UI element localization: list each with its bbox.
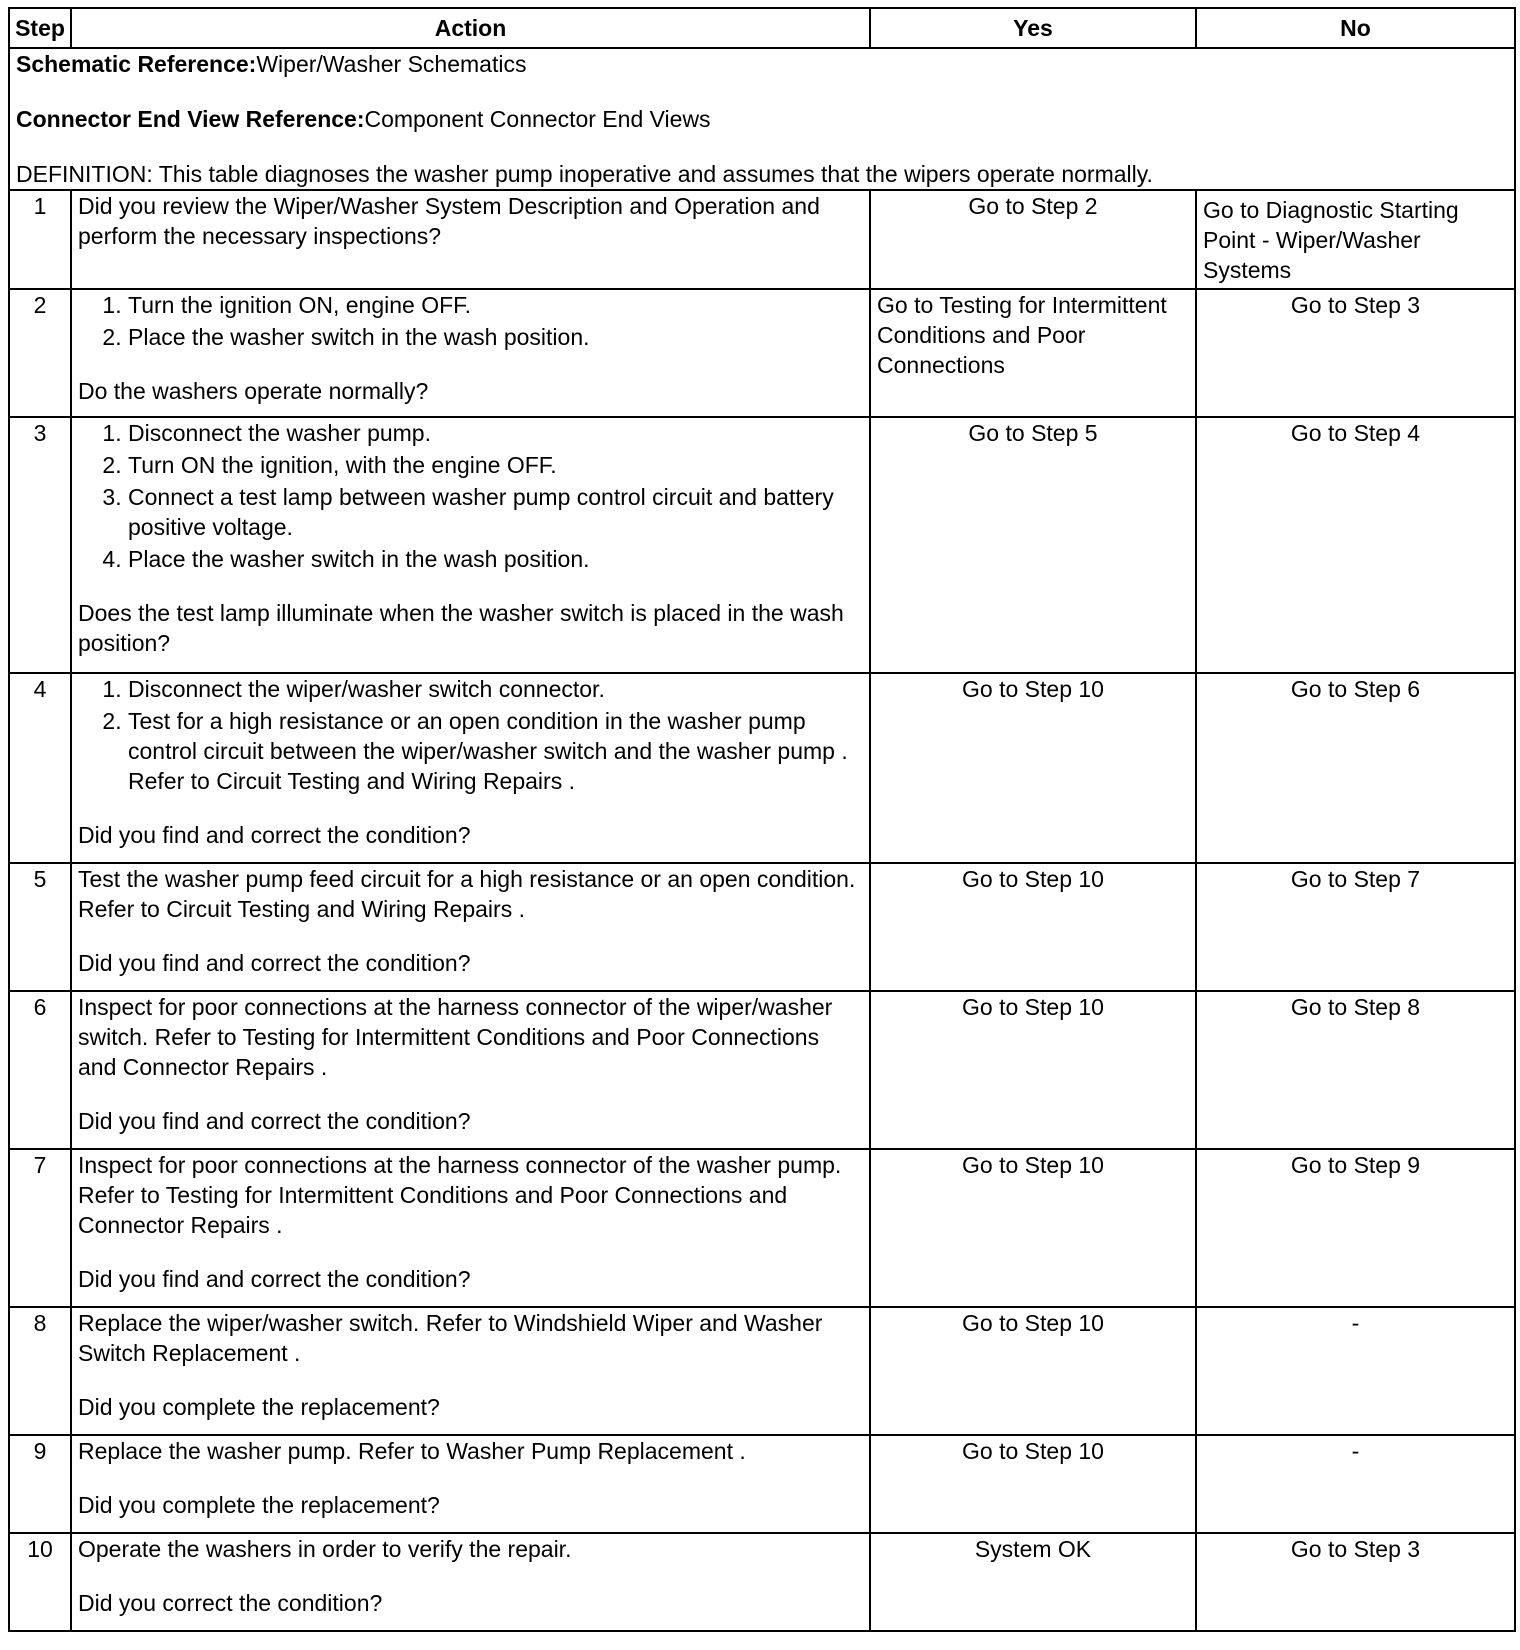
no-cell: Go to Step 4 (1196, 417, 1515, 673)
schematic-reference-label: Schematic Reference: (16, 51, 257, 77)
definition-text: DEFINITION: This table diagnoses the washer pump inoperative and assumes that the wipers operate normally. (16, 161, 1153, 187)
action-cell (71, 190, 870, 289)
list-item: 3. Connect a test lamp between washer pump control circuit and battery positive voltage. (128, 482, 863, 542)
no-cell: Go to Step 9 (1196, 1149, 1515, 1307)
action-question: Did you find and correct the condition? (78, 1266, 471, 1292)
yes-cell: Go to Step 10 (870, 863, 1196, 991)
action-cell (71, 289, 870, 417)
yes-cell: System OK (870, 1533, 1196, 1631)
no-cell: Go to Step 3 (1196, 1533, 1515, 1631)
action-text: Operate the washers in order to verify the repair. (78, 1536, 572, 1562)
action-list (78, 290, 863, 352)
info-row (9, 48, 1515, 190)
diagnostic-table (8, 7, 1516, 1632)
header-step: Step (9, 8, 71, 48)
action-text: Replace the washer pump. Refer to Washer Pump Replacement . (78, 1438, 746, 1464)
connector-reference-link[interactable]: Component Connector End Views (364, 106, 711, 132)
yes-cell: Go to Step 2 (870, 190, 1196, 289)
table-row (9, 417, 1515, 673)
table-row (9, 1435, 1515, 1533)
action-question: Do the washers operate normally? (78, 378, 429, 404)
action-text: Did you review the Wiper/Washer System Description and Operation and perform the necessary inspections? (78, 193, 820, 249)
action-text: Replace the wiper/washer switch. Refer to Windshield Wiper and Washer Switch Replacement . (78, 1310, 823, 1366)
yes-cell: Go to Testing for Intermittent Conditions and Poor Connections (870, 289, 1196, 417)
yes-cell: Go to Step 5 (870, 417, 1196, 673)
action-cell (71, 1307, 870, 1435)
list-item: 2. Test for a high resistance or an open condition in the washer pump control circuit between the wiper/washer switch and the washer pump . Refer to Circuit Testing and Wiring Repairs . (128, 706, 863, 796)
step-number: 4 (9, 673, 71, 863)
action-text: Inspect for poor connections at the harness connector of the washer pump. Refer to Testing for Intermittent Conditions and Poor Connections and Connector Repairs . (78, 1152, 842, 1238)
header-action: Action (71, 8, 870, 48)
connector-reference-label: Connector End View Reference: (16, 106, 365, 132)
no-cell: Go to Step 3 (1196, 289, 1515, 417)
table-row (9, 863, 1515, 991)
action-cell (71, 1435, 870, 1533)
list-item: 1. Disconnect the wiper/washer switch connector. (128, 674, 863, 704)
step-number: 10 (9, 1533, 71, 1631)
header-yes: Yes (870, 8, 1196, 48)
action-cell (71, 863, 870, 991)
step-number: 1 (9, 190, 71, 289)
action-question: Did you find and correct the condition? (78, 950, 471, 976)
step-number: 5 (9, 863, 71, 991)
no-cell: - (1196, 1307, 1515, 1435)
action-question: Did you correct the condition? (78, 1590, 383, 1616)
yes-cell: Go to Step 10 (870, 673, 1196, 863)
list-item: 2. Turn ON the ignition, with the engine OFF. (128, 450, 863, 480)
step-number: 6 (9, 991, 71, 1149)
connector-reference (16, 104, 1508, 134)
step-number: 9 (9, 1435, 71, 1533)
list-item: 4. Place the washer switch in the wash position. (128, 544, 863, 574)
list-item: 1. Disconnect the washer pump. (128, 418, 863, 448)
action-text: Test the washer pump feed circuit for a high resistance or an open condition. Refer to Circuit Testing and Wiring Repairs . (78, 866, 856, 922)
action-question: Did you find and correct the condition? (78, 822, 471, 848)
step-number: 2 (9, 289, 71, 417)
yes-cell: Go to Step 10 (870, 991, 1196, 1149)
table-row (9, 289, 1515, 417)
table-row (9, 991, 1515, 1149)
no-cell: - (1196, 1435, 1515, 1533)
schematic-reference (16, 49, 1508, 79)
list-item: 2. Place the washer switch in the wash position. (128, 322, 863, 352)
no-cell: Go to Step 8 (1196, 991, 1515, 1149)
list-item: 1. Turn the ignition ON, engine OFF. (128, 290, 863, 320)
no-cell: Go to Step 7 (1196, 863, 1515, 991)
action-question: Does the test lamp illuminate when the washer switch is placed in the wash position? (78, 600, 844, 656)
action-question: Did you find and correct the condition? (78, 1108, 471, 1134)
schematic-reference-link[interactable]: Wiper/Washer Schematics (256, 51, 527, 77)
header-no: No (1196, 8, 1515, 48)
table-row (9, 1307, 1515, 1435)
action-cell (71, 991, 870, 1149)
yes-cell: Go to Step 10 (870, 1307, 1196, 1435)
no-cell: Go to Diagnostic Starting Point - Wiper/Washer Systems (1196, 190, 1515, 289)
action-cell (71, 417, 870, 673)
table-row (9, 190, 1515, 289)
action-question: Did you complete the replacement? (78, 1394, 440, 1420)
reference-info (9, 48, 1515, 190)
action-cell (71, 673, 870, 863)
action-cell (71, 1533, 870, 1631)
action-cell (71, 1149, 870, 1307)
step-number: 7 (9, 1149, 71, 1307)
step-number: 3 (9, 417, 71, 673)
header-row (9, 8, 1515, 48)
action-list (78, 418, 863, 574)
yes-cell: Go to Step 10 (870, 1435, 1196, 1533)
action-question: Did you complete the replacement? (78, 1492, 440, 1518)
table-row (9, 1533, 1515, 1631)
table-row (9, 1149, 1515, 1307)
action-list (78, 674, 863, 796)
no-cell: Go to Step 6 (1196, 673, 1515, 863)
yes-cell: Go to Step 10 (870, 1149, 1196, 1307)
action-text: Inspect for poor connections at the harness connector of the wiper/washer switch. Refer to Testing for Intermittent Conditions and Poor Connections and Connector Repairs . (78, 994, 833, 1080)
step-number: 8 (9, 1307, 71, 1435)
table-row (9, 673, 1515, 863)
